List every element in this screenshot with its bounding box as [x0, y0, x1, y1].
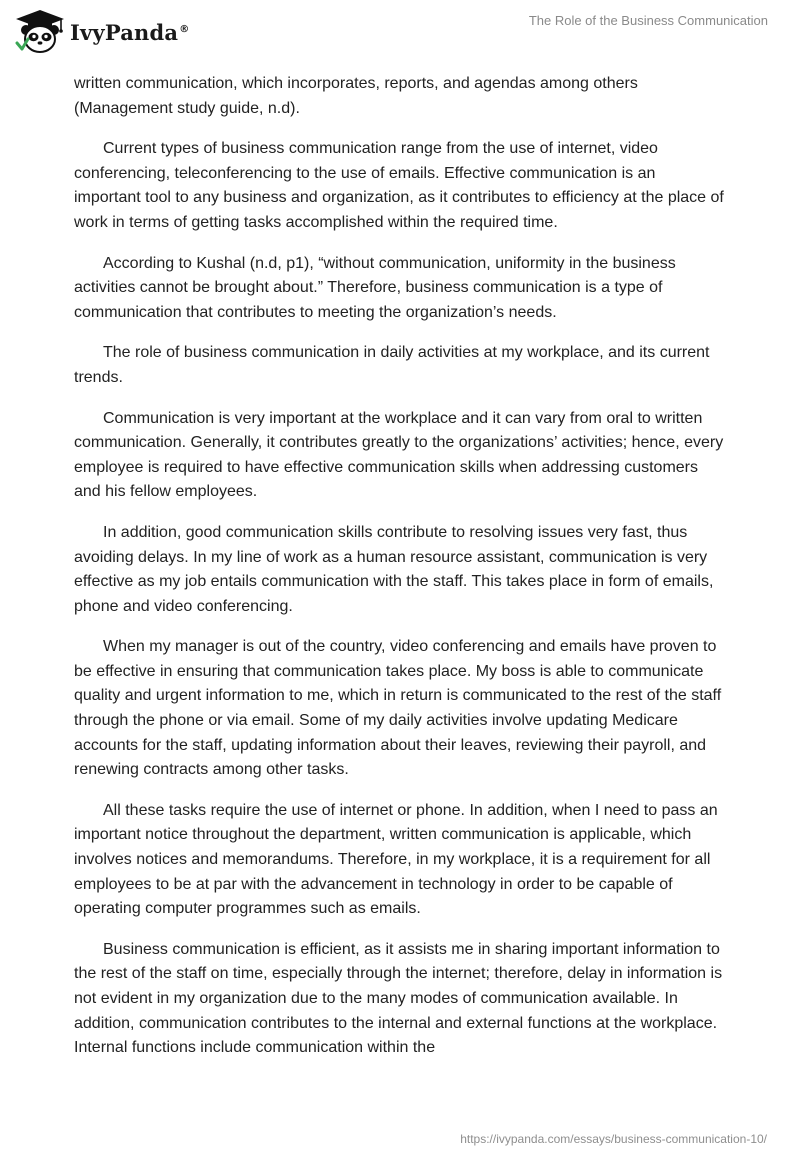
paragraph-continued: written communication, which incorporates, reports, and agendas among others (Management study guide, n.d). — [74, 75, 638, 117]
paragraph: Communication is very important at the workplace and it can vary from oral to written communication. Generally, it contributes greatly to the organizations’ activities; hence, every employee is required to have effective communication skills when addressing customers and his fellow employees. — [74, 409, 724, 501]
panda-logo-icon — [14, 8, 66, 54]
paragraph: Current types of business communication range from the use of internet, video conferencing, teleconferencing to the use of emails. Effective communication is an important tool to any business and organization, as it contributes to efficiency at the place of work in terms of getting tasks accomplished within the required time. — [74, 140, 724, 231]
paragraph: In addition, good communication skills contribute to resolving issues very fast, thus avoiding delays. In my line of work as a human resource assistant, communication is very effective as my job entails communication with the staff. This takes place in form of emails, phone and video conferencing. — [74, 523, 714, 615]
document-title: The Role of the Business Communication — [528, 13, 768, 28]
paragraph: According to Kushal (n.d, p1), “without communication, uniformity in the business activities cannot be brought about.” Therefore, business communication is a type of communication that contributes to meeting the organization’s needs. — [74, 254, 676, 321]
paragraph: When my manager is out of the country, video conferencing and emails have proven to be effective in ensuring that communication takes place. My boss is able to communicate quality and urgent information to me, which in return is communicated to the rest of the staff through the phone or via email. Some of my daily activities involve updating Medicare accounts for the staff, updating information about their leaves, reviewing their payroll, and renewing contracts among other tasks. — [74, 638, 722, 779]
essay-body — [74, 72, 726, 1077]
brand-name: IvyPanda® — [70, 19, 190, 45]
registered-mark: ® — [179, 23, 190, 35]
paragraph: The role of business communication in daily activities at my workplace, and its current trends. — [74, 344, 710, 386]
source-url-link[interactable]: https://ivypanda.com/essays/business-communication-10/ — [460, 1132, 767, 1146]
ivypanda-logo-link[interactable] — [14, 8, 189, 54]
page-header — [0, 0, 800, 60]
paragraph: Business communication is efficient, as it assists me in sharing important information to the rest of the staff on time, especially through the internet; therefore, delay in information is not evident in my organization due to the many modes of communication available. In addition, communication contributes to the internal and external functions at the workplace. Internal functions include communication within the — [74, 940, 723, 1057]
paragraph: All these tasks require the use of internet or phone. In addition, when I need to pass an important notice throughout the department, written communication is applicable, which involves notices and memorandums. Therefore, in my workplace, it is a requirement for all employees to be at par with the advancement in technology in order to be capable of operating computer programmes such as emails. — [74, 801, 718, 918]
